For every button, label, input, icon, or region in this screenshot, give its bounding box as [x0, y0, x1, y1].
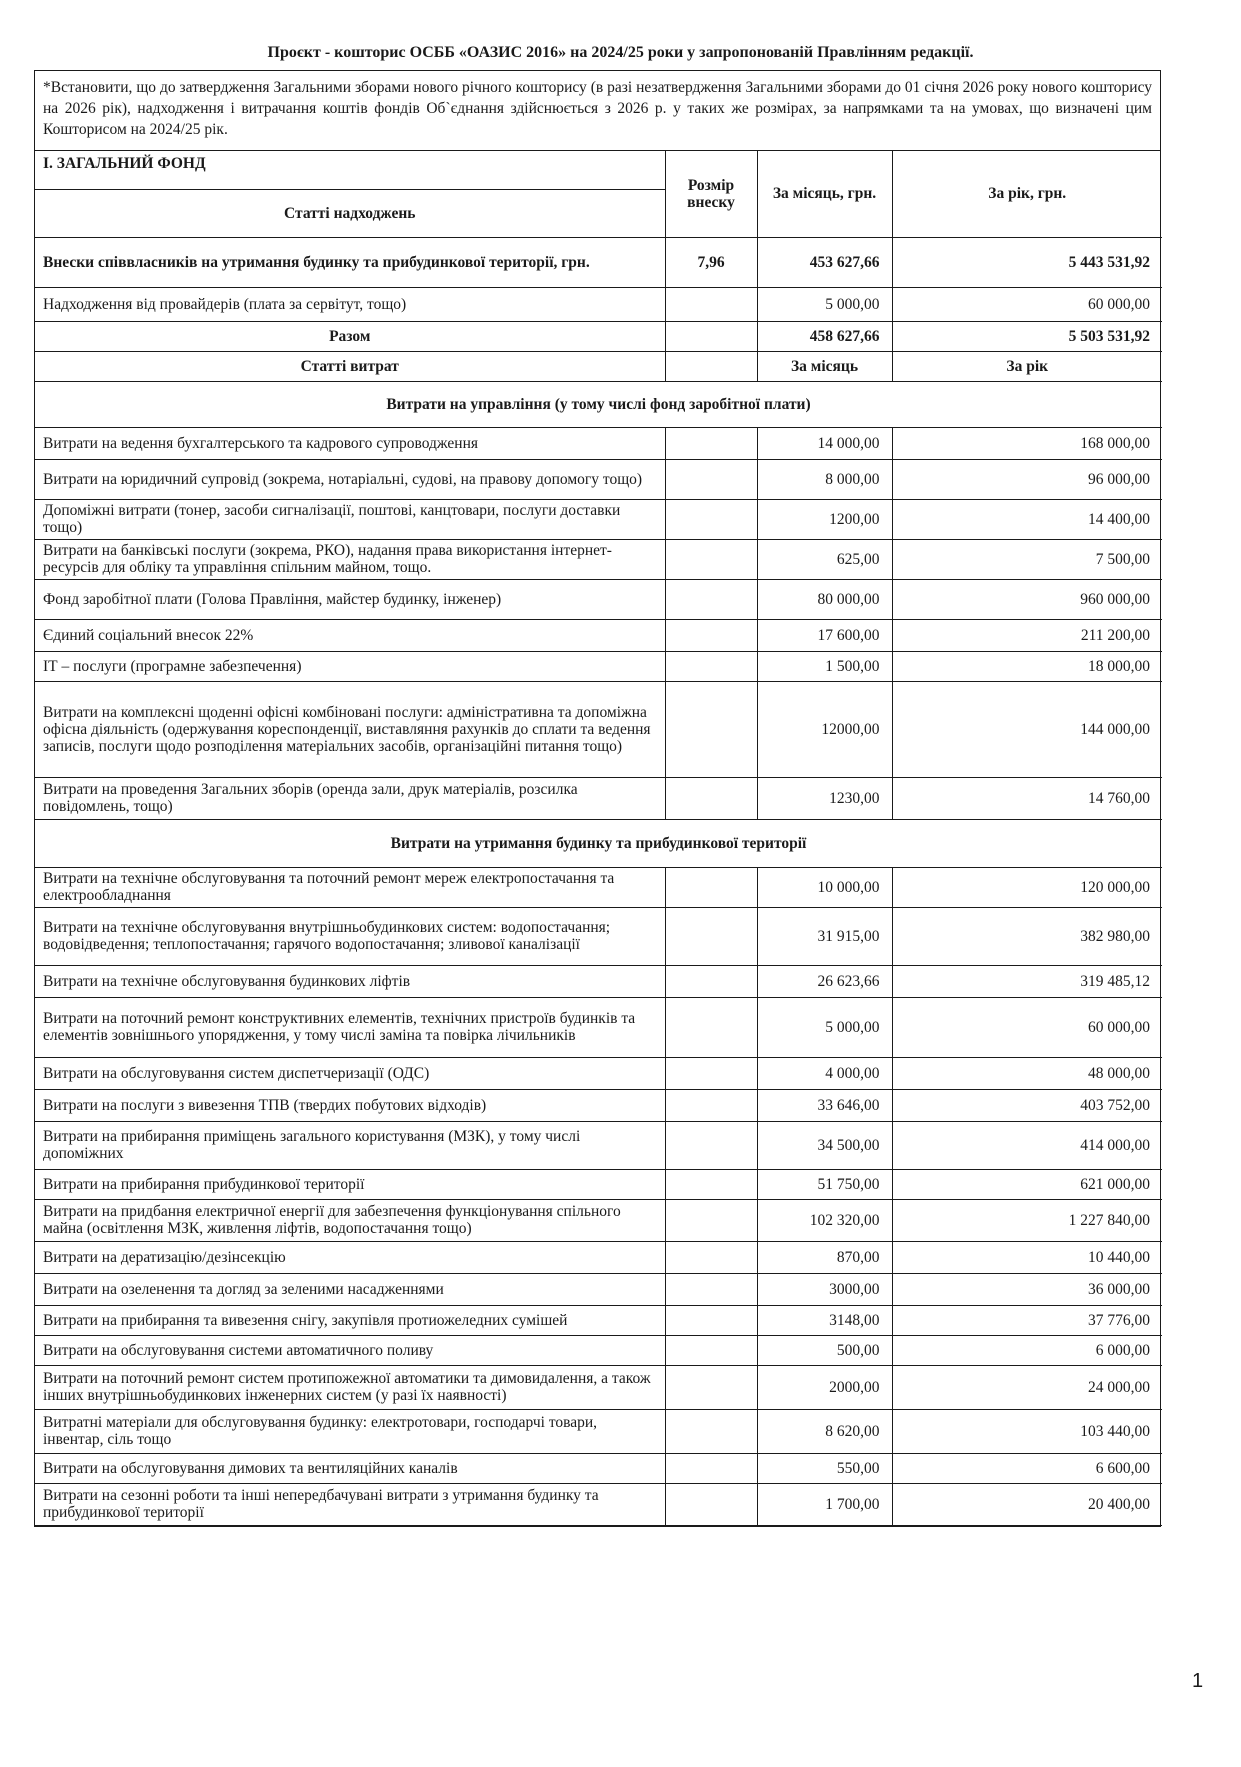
item-rate — [665, 459, 757, 499]
item-year: 403 752,00 — [892, 1089, 1162, 1121]
income-total-row — [35, 321, 1162, 351]
expense-row — [35, 1273, 1162, 1305]
expense-row — [35, 427, 1162, 459]
item-rate — [665, 1057, 757, 1089]
item-rate — [665, 1409, 757, 1453]
item-year: 7 500,00 — [892, 539, 1162, 579]
item-month: 8 620,00 — [757, 1409, 892, 1453]
item-year: 1 227 840,00 — [892, 1199, 1162, 1241]
expense-row — [35, 1335, 1162, 1365]
item-name: Витрати на банківські послуги (зокрема, РКО), надання права використання інтернет-ресурсів для обліку та управління спільним майном, тощо. — [35, 539, 665, 579]
item-name: Витрати на технічне обслуговування внутрішньобудинкових систем: водопостачання; водовідведення; теплопостачання; гарячого водопостачання; зливової каналізації — [35, 907, 665, 965]
expense-header-year: За рік — [892, 351, 1162, 381]
item-name: Витрати на прибирання приміщень загального користування (МЗК), у тому числі допоміжних — [35, 1121, 665, 1169]
item-month: 5 000,00 — [757, 287, 892, 321]
item-rate — [665, 287, 757, 321]
item-year: 5 443 531,92 — [892, 237, 1162, 287]
item-month: 80 000,00 — [757, 579, 892, 619]
expense-header-row — [35, 351, 1162, 381]
expense-row — [35, 777, 1162, 819]
item-name: Витрати на послуги з вивезення ТПВ (твердих побутових відходів) — [35, 1089, 665, 1121]
item-rate — [665, 1169, 757, 1199]
item-name: Витрати на комплексні щоденні офісні комбіновані послуги: адміністративна та допоміжна офісна діяльність (одержування кореспонденції, виставляння рахунків до сплати та ведення записів, послуги щодо розподілення матеріальних засобів, організаційні питання тощо) — [35, 681, 665, 777]
item-month: 500,00 — [757, 1335, 892, 1365]
item-year: 103 440,00 — [892, 1409, 1162, 1453]
expense-row — [35, 579, 1162, 619]
item-year: 6 000,00 — [892, 1335, 1162, 1365]
item-year: 24 000,00 — [892, 1365, 1162, 1409]
header-rate: Розмір внеску — [665, 151, 757, 237]
item-year: 319 485,12 — [892, 965, 1162, 997]
item-name: Витрати на технічне обслуговування та поточний ремонт мереж електропостачання та електрообладнання — [35, 867, 665, 907]
expense-row — [35, 1089, 1162, 1121]
header-year: За рік, грн. — [892, 151, 1162, 237]
item-year: 36 000,00 — [892, 1273, 1162, 1305]
item-year: 211 200,00 — [892, 619, 1162, 651]
item-month: 1 700,00 — [757, 1483, 892, 1525]
item-rate — [665, 681, 757, 777]
expense-row — [35, 997, 1162, 1057]
note-paragraph: *Встановити, що до затвердження Загальними зборами нового річного кошторису (в разі незатвердження Загальними зборами до 01 січня 2026 року нового кошторису на 2026 рік), надходження і витрачання коштів фондів Об`єднання здійснюється з 2026 р. у таких же розмірах, за напрямками та на умовах, що визначені цим Кошторисом на 2024/25 рік. — [35, 71, 1160, 151]
item-month: 17 600,00 — [757, 619, 892, 651]
expense-header-month: За місяць — [757, 351, 892, 381]
expense-row — [35, 1305, 1162, 1335]
item-name: Витрати на обслуговування систем диспетчеризації (ОДС) — [35, 1057, 665, 1089]
item-month: 5 000,00 — [757, 997, 892, 1057]
item-year: 168 000,00 — [892, 427, 1162, 459]
header-month: За місяць, грн. — [757, 151, 892, 237]
expense-row — [35, 1365, 1162, 1409]
item-month: 625,00 — [757, 539, 892, 579]
section-row — [35, 819, 1162, 867]
item-year: 120 000,00 — [892, 867, 1162, 907]
item-rate — [665, 1089, 757, 1121]
expense-row — [35, 539, 1162, 579]
item-month: 2000,00 — [757, 1365, 892, 1409]
expense-row — [35, 619, 1162, 651]
item-rate: 7,96 — [665, 237, 757, 287]
item-rate — [665, 427, 757, 459]
item-year: 60 000,00 — [892, 287, 1162, 321]
item-name: Витрати на обслуговування системи автоматичного поливу — [35, 1335, 665, 1365]
item-month: 1230,00 — [757, 777, 892, 819]
item-name: Витрати на поточний ремонт систем протипожежної автоматики та димовидалення, а також інших внутрішньобудинкових інженерних систем (у разі їх наявності) — [35, 1365, 665, 1409]
item-rate — [665, 965, 757, 997]
item-month: 453 627,66 — [757, 237, 892, 287]
expense-row — [35, 651, 1162, 681]
expense-row — [35, 499, 1162, 539]
item-month: 10 000,00 — [757, 867, 892, 907]
income-header-label: Статті надходжень — [35, 189, 665, 237]
item-year: 14 400,00 — [892, 499, 1162, 539]
item-month: 102 320,00 — [757, 1199, 892, 1241]
item-month: 8 000,00 — [757, 459, 892, 499]
expense-header-label: Статті витрат — [35, 351, 665, 381]
income-row — [35, 237, 1162, 287]
item-rate — [665, 1305, 757, 1335]
item-month: 51 750,00 — [757, 1169, 892, 1199]
item-rate — [665, 539, 757, 579]
expense-row — [35, 681, 1162, 777]
item-name: Витрати на придбання електричної енергії для забезпечення функціонування спільного майна (освітлення МЗК, живлення ліфтів, водопостачання тощо) — [35, 1199, 665, 1241]
item-name: Допоміжні витрати (тонер, засоби сигналізації, поштові, канцтовари, послуги доставки тощо) — [35, 499, 665, 539]
item-rate — [665, 907, 757, 965]
item-rate — [665, 1121, 757, 1169]
item-rate — [665, 1483, 757, 1525]
item-month: 14 000,00 — [757, 427, 892, 459]
item-month: 34 500,00 — [757, 1121, 892, 1169]
item-rate — [665, 777, 757, 819]
item-rate — [665, 1241, 757, 1273]
item-year: 18 000,00 — [892, 651, 1162, 681]
item-name: Фонд заробітної плати (Голова Правління, майстер будинку, інженер) — [35, 579, 665, 619]
item-month: 4 000,00 — [757, 1057, 892, 1089]
item-month: 31 915,00 — [757, 907, 892, 965]
expense-row — [35, 907, 1162, 965]
item-name: ІТ – послуги (програмне забезпечення) — [35, 651, 665, 681]
total-label: Разом — [35, 321, 665, 351]
page-number: 1 — [1192, 1670, 1204, 1692]
item-name: Витрати на обслуговування димових та вентиляційних каналів — [35, 1453, 665, 1483]
expense-row — [35, 965, 1162, 997]
item-name: Витрати на ведення бухгалтерського та кадрового супроводження — [35, 427, 665, 459]
item-month: 12000,00 — [757, 681, 892, 777]
item-name: Внески співвласників на утримання будинку та прибудинкової території, грн. — [35, 237, 665, 287]
item-year: 48 000,00 — [892, 1057, 1162, 1089]
item-name: Витрати на сезонні роботи та інші непередбачувані витрати з утримання будинку та прибудинкової території — [35, 1483, 665, 1525]
expense-row — [35, 1199, 1162, 1241]
section-title: Витрати на управління (у тому числі фонд заробітної плати) — [35, 381, 1162, 427]
item-year: 960 000,00 — [892, 579, 1162, 619]
item-year: 382 980,00 — [892, 907, 1162, 965]
item-rate — [665, 499, 757, 539]
expense-row — [35, 1453, 1162, 1483]
page-title: Проєкт - кошторис ОСББ «ОАЗИС 2016» на 2024/25 роки у запропонованій Правлінням редакції. — [267, 44, 974, 61]
item-year: 6 600,00 — [892, 1453, 1162, 1483]
item-year: 144 000,00 — [892, 681, 1162, 777]
fund-title: І. ЗАГАЛЬНИЙ ФОНД — [35, 151, 665, 189]
fund-title-row — [35, 151, 1162, 189]
expense-row — [35, 1121, 1162, 1169]
item-month: 33 646,00 — [757, 1089, 892, 1121]
item-year: 96 000,00 — [892, 459, 1162, 499]
expense-row — [35, 459, 1162, 499]
expense-header-rate — [665, 351, 757, 381]
item-rate — [665, 867, 757, 907]
item-month: 26 623,66 — [757, 965, 892, 997]
item-name: Витрати на прибирання прибудинкової території — [35, 1169, 665, 1199]
item-name: Витратні матеріали для обслуговування будинку: електротовари, господарчі товари, інвентар, сіль тощо — [35, 1409, 665, 1453]
item-rate — [665, 1365, 757, 1409]
item-name: Витрати на поточний ремонт конструктивних елементів, технічних пристроїв будинків та елементів зовнішнього упорядження, у тому числі заміна та повірка лічильників — [35, 997, 665, 1057]
item-year: 621 000,00 — [892, 1169, 1162, 1199]
item-name: Витрати на озеленення та догляд за зеленими насадженнями — [35, 1273, 665, 1305]
item-rate — [665, 579, 757, 619]
item-name: Витрати на юридичний супровід (зокрема, нотаріальні, судові, на правову допомогу тощо) — [35, 459, 665, 499]
item-year: 60 000,00 — [892, 997, 1162, 1057]
total-year: 5 503 531,92 — [892, 321, 1162, 351]
item-name: Витрати на прибирання та вивезення снігу, закупівля протиожеледних сумішей — [35, 1305, 665, 1335]
item-month: 3000,00 — [757, 1273, 892, 1305]
item-rate — [665, 1453, 757, 1483]
budget-table — [35, 151, 1162, 1526]
item-rate — [665, 1273, 757, 1305]
item-year: 20 400,00 — [892, 1483, 1162, 1525]
item-name: Надходження від провайдерів (плата за сервітут, тощо) — [35, 287, 665, 321]
item-rate — [665, 1199, 757, 1241]
total-rate — [665, 321, 757, 351]
expense-row — [35, 1241, 1162, 1273]
item-month: 550,00 — [757, 1453, 892, 1483]
section-row — [35, 381, 1162, 427]
item-month: 3148,00 — [757, 1305, 892, 1335]
budget-sheet — [34, 70, 1161, 1527]
item-month: 870,00 — [757, 1241, 892, 1273]
expense-row — [35, 1057, 1162, 1089]
item-name: Витрати на технічне обслуговування будинкових ліфтів — [35, 965, 665, 997]
expense-row — [35, 1409, 1162, 1453]
item-year: 414 000,00 — [892, 1121, 1162, 1169]
section-title: Витрати на утримання будинку та прибудинкової території — [35, 819, 1162, 867]
item-year: 37 776,00 — [892, 1305, 1162, 1335]
item-rate — [665, 651, 757, 681]
expense-row — [35, 1483, 1162, 1525]
item-rate — [665, 619, 757, 651]
expense-row — [35, 1169, 1162, 1199]
item-name: Витрати на проведення Загальних зборів (оренда зали, друк матеріалів, розсилка повідомлень, тощо) — [35, 777, 665, 819]
income-row — [35, 287, 1162, 321]
item-year: 10 440,00 — [892, 1241, 1162, 1273]
item-name: Витрати на дератизацію/дезінсекцію — [35, 1241, 665, 1273]
item-rate — [665, 1335, 757, 1365]
item-month: 1200,00 — [757, 499, 892, 539]
total-month: 458 627,66 — [757, 321, 892, 351]
expense-row — [35, 867, 1162, 907]
item-month: 1 500,00 — [757, 651, 892, 681]
item-name: Єдиний соціальний внесок 22% — [35, 619, 665, 651]
item-rate — [665, 997, 757, 1057]
item-year: 14 760,00 — [892, 777, 1162, 819]
